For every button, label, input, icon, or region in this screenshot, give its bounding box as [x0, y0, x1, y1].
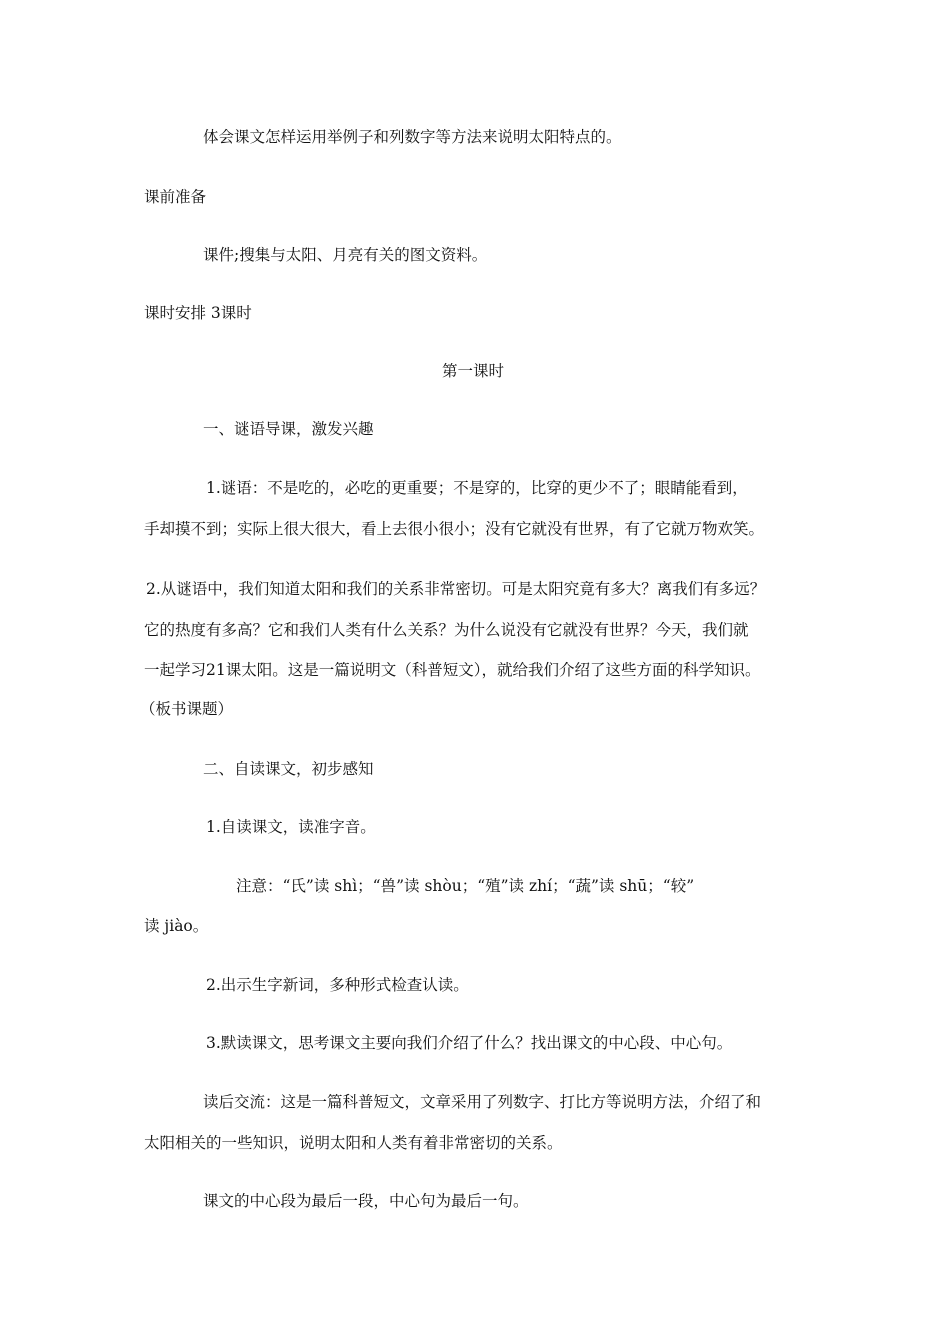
note-line-2: 读 jiào。: [144, 917, 209, 935]
paragraph-2-line-2: 它的热度有多高？它和我们人类有什么关系？为什么说没有它就没有世界？今天，我们就: [144, 621, 749, 639]
discussion-line-1: 读后交流：这是一篇科普短文，文章采用了列数字、打比方等说明方法，介绍了和: [203, 1093, 762, 1111]
riddle-line-1: 1.谜语：不是吃的，必吃的更重要；不是穿的，比穿的更少不了；眼睛能看到，: [206, 479, 748, 497]
paragraph-2-line-4: （板书课题）: [140, 700, 234, 718]
lesson-title: 第一课时: [442, 362, 505, 380]
preparation-text: 课件;搜集与太阳、月亮有关的图文资料。: [203, 246, 488, 264]
central-paragraph-text: 课文的中心段为最后一段，中心句为最后一句。: [203, 1192, 529, 1210]
objective-text: 体会课文怎样运用举例子和列数字等方法来说明太阳特点的。: [203, 128, 622, 146]
note-line-1: 注意：“氏”读 shì；“兽”读 shòu；“殖”读 zhí；“蔬”读 shū；“较”: [236, 877, 695, 895]
riddle-line-2: 手却摸不到；实际上很大很大，看上去很小很小；没有它就没有世界，有了它就万物欢笑。: [144, 520, 765, 538]
part-two-heading: 二、自读课文，初步感知: [203, 760, 374, 778]
part-one-heading: 一、谜语导课，激发兴趣: [203, 420, 374, 438]
paragraph-2-line-3: 一起学习21课太阳。这是一篇说明文（科普短文），就给我们介绍了这些方面的科学知识。: [144, 661, 761, 679]
item-1-text: 1.自读课文，读准字音。: [206, 818, 376, 836]
schedule-text: 课时安排 3课时: [144, 304, 252, 322]
paragraph-2-line-1: 2.从谜语中，我们知道太阳和我们的关系非常密切。可是太阳究竟有多大？离我们有多远？: [146, 580, 766, 598]
section-heading-preparation: 课前准备: [144, 188, 207, 206]
item-2-text: 2.出示生字新词，多种形式检查认读。: [206, 976, 469, 994]
item-3-text: 3.默读课文，思考课文主要向我们介绍了什么？找出课文的中心段、中心句。: [206, 1034, 733, 1052]
discussion-line-2: 太阳相关的一些知识，说明太阳和人类有着非常密切的关系。: [144, 1134, 563, 1152]
